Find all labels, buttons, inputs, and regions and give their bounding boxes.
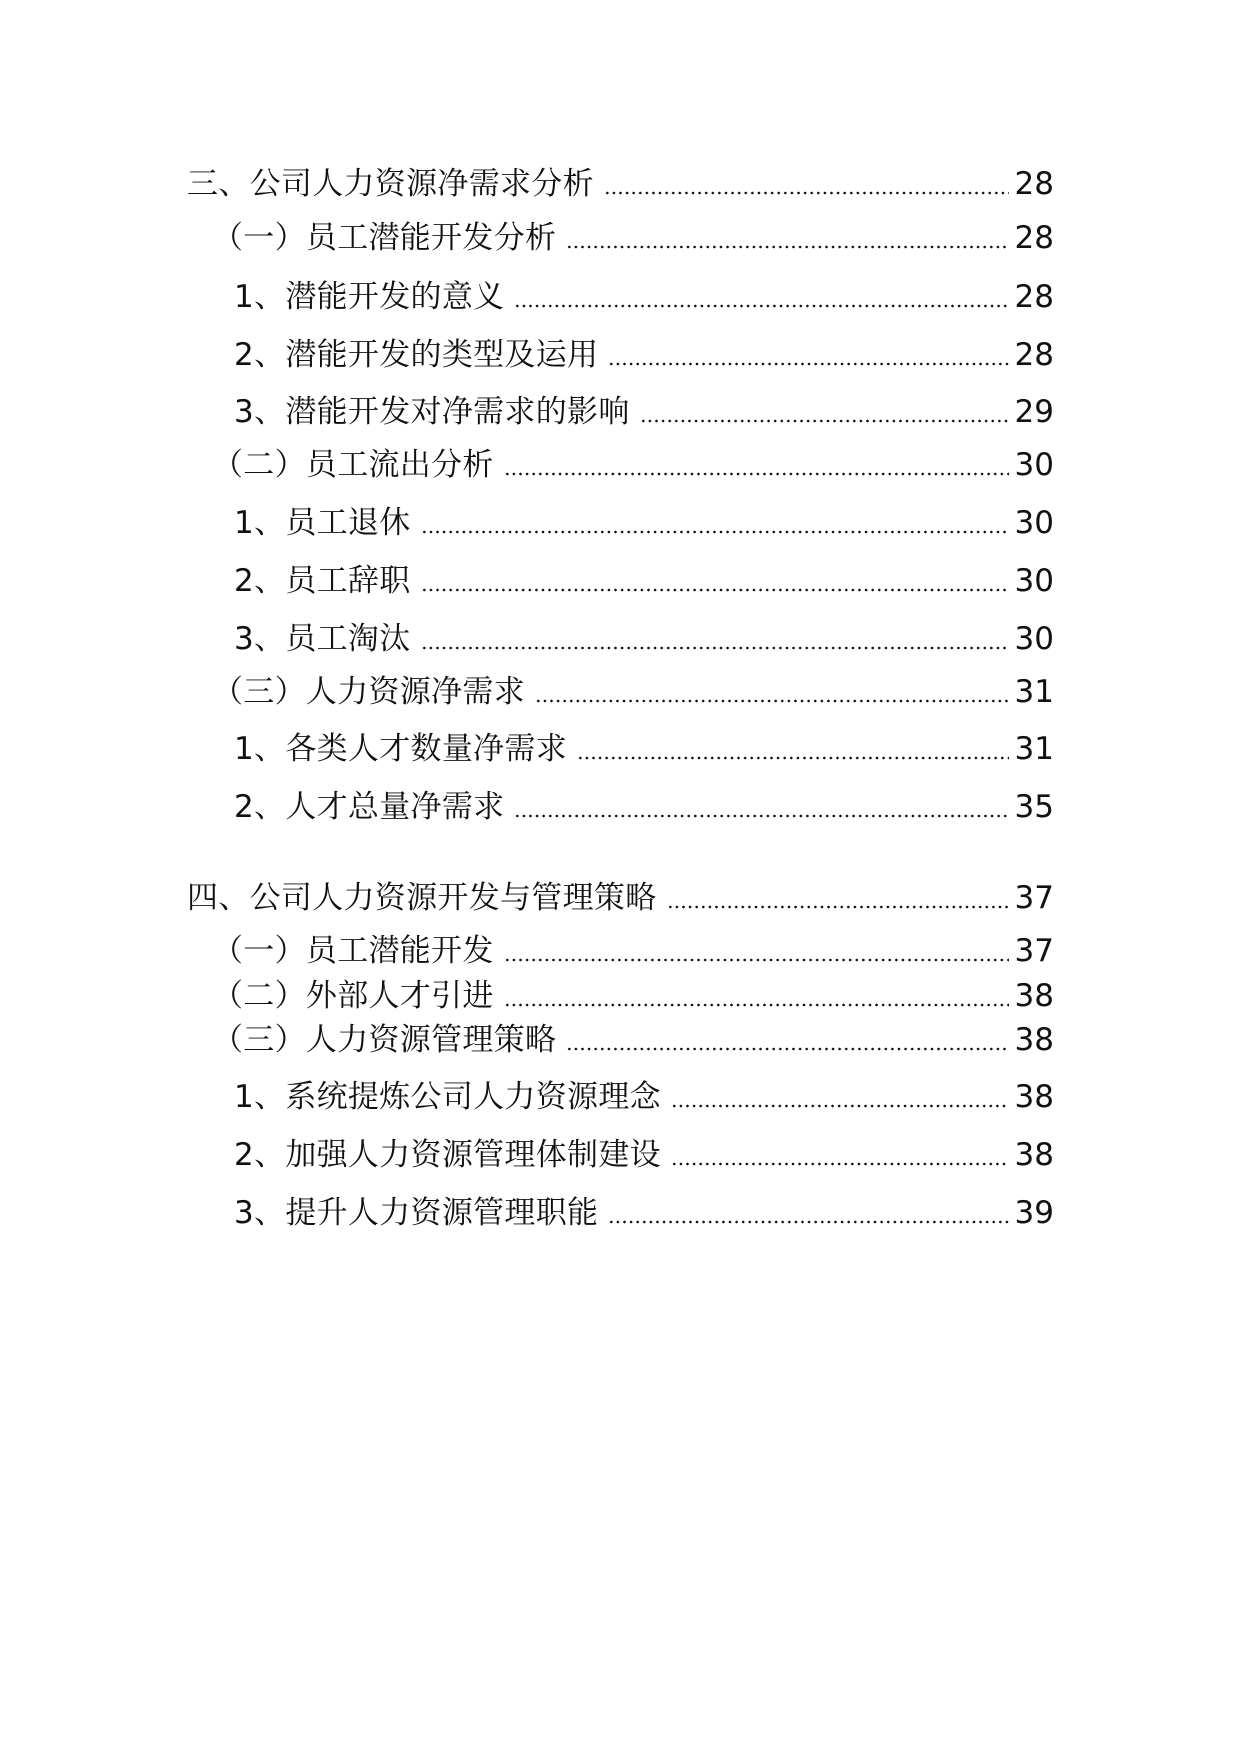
- toc-entry-page-number: 28: [1014, 337, 1054, 373]
- toc-entry-label: 2、加强人力资源管理体制建设: [234, 1137, 661, 1173]
- toc-entry-page-number: 38: [1014, 1137, 1054, 1173]
- toc-entry-label: （一）员工潜能开发分析: [212, 220, 557, 256]
- toc-entry-label: （二）员工流出分析: [212, 447, 494, 483]
- toc-entry-page-number: 35: [1014, 789, 1054, 825]
- toc-line: [0, 333, 1241, 377]
- toc-entry-subsection[interactable]: [212, 216, 1054, 260]
- toc-entry-label: 3、员工淘汰: [234, 621, 411, 657]
- dot-leader: [514, 813, 1008, 819]
- toc-entry-page-number: 31: [1014, 731, 1054, 767]
- toc-entry-label: 1、员工退休: [234, 505, 411, 541]
- toc-entry-page-number: 28: [1014, 220, 1054, 256]
- toc-line: [0, 501, 1241, 545]
- toc-entry-page-number: 39: [1014, 1195, 1054, 1231]
- dot-leader: [577, 755, 1009, 761]
- dot-leader: [566, 244, 1008, 250]
- toc-entry-label: 1、各类人才数量净需求: [234, 731, 568, 767]
- toc-entry-page-number: 37: [1014, 880, 1054, 916]
- toc-entry-label: （三）人力资源管理策略: [212, 1022, 557, 1058]
- toc-entry-label: 四、公司人力资源开发与管理策略: [187, 880, 657, 916]
- toc-entry-page-number: 30: [1014, 563, 1054, 599]
- toc-entry-label: （三）人力资源净需求: [212, 674, 525, 710]
- toc-entry-item[interactable]: [234, 559, 1054, 603]
- toc-line: [0, 670, 1241, 714]
- toc-entry-page-number: 28: [1014, 166, 1054, 202]
- toc-line: [0, 1075, 1241, 1119]
- dot-leader: [608, 361, 1008, 367]
- toc-entry-item[interactable]: [234, 501, 1054, 545]
- toc-entry-section-3[interactable]: [187, 162, 1054, 206]
- toc-entry-page-number: 38: [1014, 1079, 1054, 1115]
- toc-entry-label: 2、潜能开发的类型及运用: [234, 337, 599, 373]
- toc-entry-label: 三、公司人力资源净需求分析: [187, 166, 594, 202]
- dot-leader: [421, 529, 1009, 535]
- toc-entry-subsection[interactable]: [212, 1018, 1054, 1062]
- toc-line: [0, 929, 1241, 973]
- toc-entry-page-number: 38: [1014, 1022, 1054, 1058]
- toc-line: [0, 559, 1241, 603]
- toc-line: [0, 727, 1241, 771]
- toc-line: [0, 275, 1241, 319]
- toc-line: [0, 1018, 1241, 1062]
- dot-leader: [514, 303, 1008, 309]
- toc-entry-label: 2、人才总量净需求: [234, 789, 505, 825]
- toc-entry-item[interactable]: [234, 390, 1054, 434]
- toc-line: [0, 974, 1241, 1018]
- toc-line: [0, 216, 1241, 260]
- toc-entry-label: 1、潜能开发的意义: [234, 279, 505, 315]
- toc-entry-item[interactable]: [234, 333, 1054, 377]
- toc-entry-item[interactable]: [234, 1075, 1054, 1119]
- dot-leader: [604, 190, 1009, 196]
- toc-entry-item[interactable]: [234, 785, 1054, 829]
- toc-line: [0, 390, 1241, 434]
- dot-leader: [671, 1103, 1009, 1109]
- dot-leader: [504, 471, 1009, 477]
- toc-entry-label: 1、系统提炼公司人力资源理念: [234, 1079, 661, 1115]
- toc-entry-label: （一）员工潜能开发: [212, 933, 494, 969]
- dot-leader: [504, 1002, 1009, 1008]
- toc-entry-subsection[interactable]: [212, 443, 1054, 487]
- toc-entry-section-4[interactable]: [187, 876, 1054, 920]
- toc-entry-page-number: 31: [1014, 674, 1054, 710]
- toc-entry-page-number: 30: [1014, 447, 1054, 483]
- toc-entry-page-number: 28: [1014, 279, 1054, 315]
- dot-leader: [671, 1161, 1009, 1167]
- toc-entry-page-number: 38: [1014, 978, 1054, 1014]
- toc-line: [0, 443, 1241, 487]
- toc-entry-subsection[interactable]: [212, 670, 1054, 714]
- dot-leader: [504, 957, 1009, 963]
- toc-entry-label: 3、潜能开发对净需求的影响: [234, 394, 630, 430]
- toc-entry-page-number: 29: [1014, 394, 1054, 430]
- toc-entry-item[interactable]: [234, 617, 1054, 661]
- toc-entry-subsection[interactable]: [212, 929, 1054, 973]
- dot-leader: [640, 418, 1009, 424]
- toc-line: [0, 1191, 1241, 1235]
- toc-entry-subsection[interactable]: [212, 974, 1054, 1018]
- toc-line: [0, 785, 1241, 829]
- dot-leader: [608, 1219, 1008, 1225]
- toc-entry-page-number: 30: [1014, 505, 1054, 541]
- toc-entry-item[interactable]: [234, 727, 1054, 771]
- toc-entry-page-number: 37: [1014, 933, 1054, 969]
- toc-entry-page-number: 30: [1014, 621, 1054, 657]
- toc-entry-item[interactable]: [234, 1133, 1054, 1177]
- toc-entry-label: 2、员工辞职: [234, 563, 411, 599]
- dot-leader: [535, 698, 1009, 704]
- toc-entry-item[interactable]: [234, 1191, 1054, 1235]
- toc-entry-label: 3、提升人力资源管理职能: [234, 1195, 599, 1231]
- toc-entry-item[interactable]: [234, 275, 1054, 319]
- dot-leader: [566, 1046, 1008, 1052]
- dot-leader: [421, 587, 1009, 593]
- toc-line: [0, 1133, 1241, 1177]
- toc-line: [0, 876, 1241, 920]
- toc-entry-label: （二）外部人才引进: [212, 978, 494, 1014]
- toc-line: [0, 162, 1241, 206]
- toc-line: [0, 617, 1241, 661]
- dot-leader: [421, 645, 1009, 651]
- dot-leader: [667, 904, 1009, 910]
